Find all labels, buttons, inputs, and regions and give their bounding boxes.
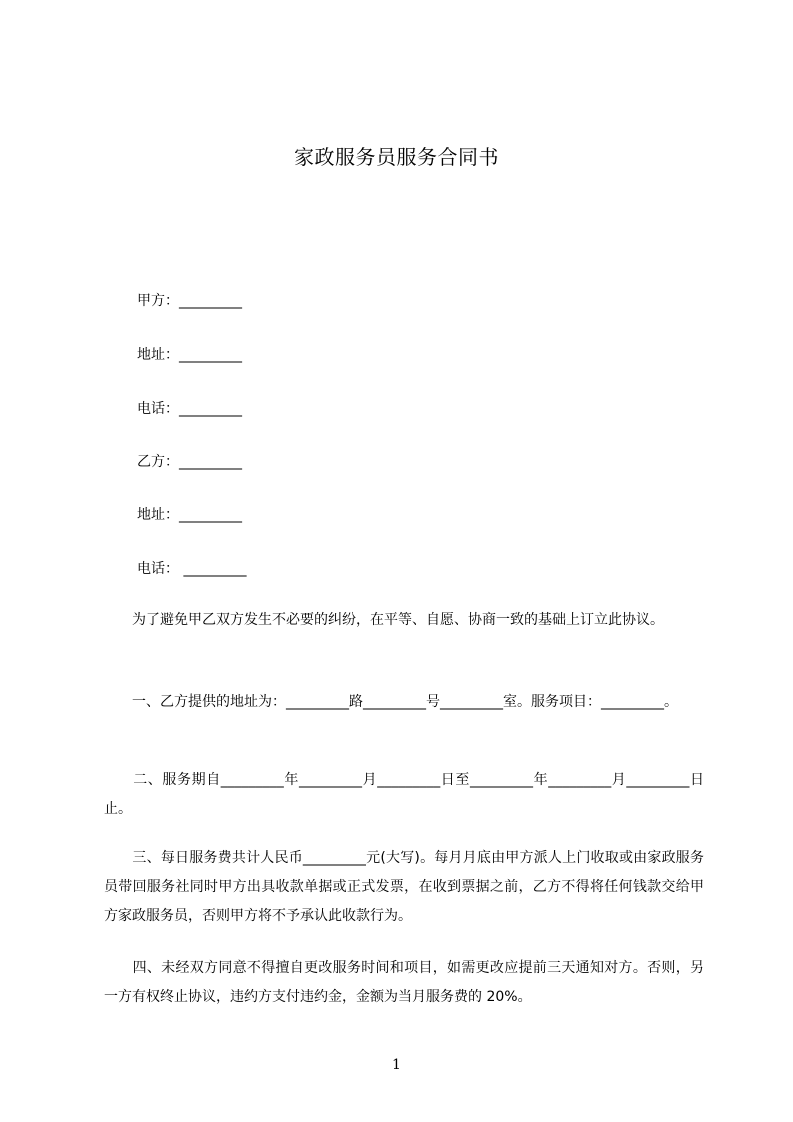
clause-2-paragraph: 二、服务期自_________年_________月_________日至_________年_________月_________日止。: [104, 772, 704, 817]
party-a-name-field: 甲方：_________: [137, 293, 242, 309]
party-b-address-field: 地址：_________: [137, 507, 242, 523]
intro-paragraph: 为了避免甲乙双方发生不必要的纠纷，在平等、自愿、协商一致的基础上订立此协议。: [104, 612, 664, 628]
document-title: 家政服务员服务合同书: [294, 145, 499, 169]
clause-3-paragraph: 三、每日服务费共计人民币_________元(大写)。每月月底由甲方派人上门收取或由家政服务员带回服务社同时甲方出具收款单据或正式发票，在收到票据之前，乙方不得将任何钱款交给甲方家政服务员，否则甲方将不予承认此收款行为。: [104, 850, 704, 924]
clause-1-paragraph: 一、乙方提供的地址为：_________路_________号_________室。服务项目：_________。: [104, 694, 678, 710]
page-number: 1: [392, 1057, 401, 1073]
party-b-phone-field: 电话： _________: [137, 561, 247, 577]
party-a-phone-field: 电话：_________: [137, 401, 242, 417]
party-b-name-field: 乙方：_________: [137, 454, 242, 470]
clause-4-paragraph: 四、未经双方同意不得擅自更改服务时间和项目，如需更改应提前三天通知对方。否则，另一方有权终止协议，违约方支付违约金，金额为当月服务费的 20%。: [104, 960, 704, 1005]
party-a-address-field: 地址：_________: [137, 347, 242, 363]
